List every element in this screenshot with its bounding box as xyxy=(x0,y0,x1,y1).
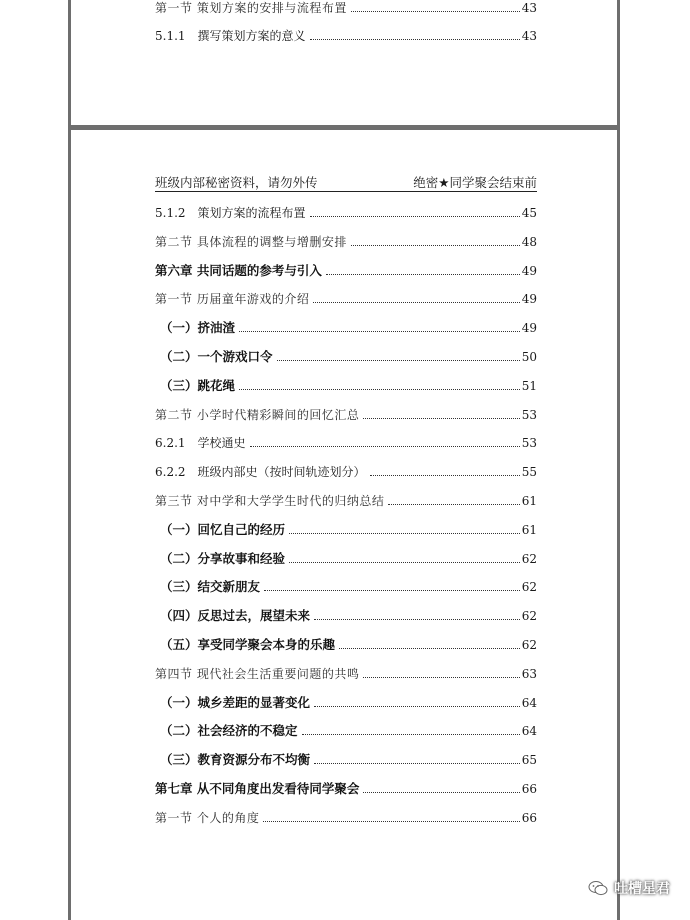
dot-leader xyxy=(239,389,520,390)
toc-entry-page: 62 xyxy=(521,580,537,595)
toc-entry-page: 62 xyxy=(521,609,537,624)
toc-entry-label: （二）分享故事和经验 xyxy=(160,550,286,566)
toc-entry xyxy=(155,458,537,480)
dot-leader xyxy=(363,792,519,793)
toc-entry-label: （三）教育资源分布不均衡 xyxy=(160,752,311,768)
toc-entry-page: 64 xyxy=(521,724,537,739)
toc-entry xyxy=(155,545,537,567)
toc-entry-number: 5.1.2 xyxy=(155,206,186,220)
previous-page xyxy=(68,0,620,128)
header-right-text: 绝密★同学聚会结束前 xyxy=(413,175,537,190)
toc-entry xyxy=(155,199,537,221)
toc-entry-label xyxy=(155,464,368,480)
dot-leader xyxy=(388,504,519,505)
toc-entry-page: 49 xyxy=(521,263,537,278)
toc-entry xyxy=(155,314,537,336)
toc-entry-label: （一）回忆自己的经历 xyxy=(160,521,286,537)
toc-entry-page: 43 xyxy=(521,1,537,15)
toc-entry-page: 50 xyxy=(521,350,537,364)
toc-entry-text: 学校通史 xyxy=(197,436,246,451)
toc-entry-page: 53 xyxy=(521,436,537,451)
toc-entry-text: 策划方案的流程布置 xyxy=(197,206,306,220)
toc-entry-page: 45 xyxy=(521,206,537,220)
toc-entry-label xyxy=(155,28,308,44)
toc-entry-label: 第四节 现代社会生活重要问题的共鸣 xyxy=(155,666,360,681)
toc-entry-text: 撰写策划方案的意义 xyxy=(197,29,306,43)
toc-entry-page: 61 xyxy=(521,522,537,537)
toc-entry xyxy=(155,775,537,797)
toc-entry-label: （四）反思过去，展望未来 xyxy=(160,608,311,624)
toc-entry-page: 64 xyxy=(521,695,537,710)
toc-entry xyxy=(155,401,537,423)
toc-entry xyxy=(155,228,537,250)
toc-entry-page: 43 xyxy=(521,29,537,43)
dot-leader xyxy=(314,706,520,707)
toc-entry-page: 62 xyxy=(521,551,537,566)
toc-entry-label: （二）社会经济的不稳定 xyxy=(160,723,298,739)
toc-entry-label xyxy=(155,435,248,451)
toc-entry xyxy=(155,516,537,538)
toc-entry-page: 53 xyxy=(521,407,537,422)
toc-entry-page: 66 xyxy=(521,782,537,796)
dot-leader xyxy=(239,331,520,332)
toc-entry-label: 第一节 历届童年游戏的介绍 xyxy=(155,292,310,307)
toc-entry xyxy=(155,717,537,739)
toc-entry xyxy=(155,689,537,711)
header-left-text: 班级内部秘密资料，请勿外传 xyxy=(155,175,318,190)
dot-leader xyxy=(302,734,520,735)
toc-entry-label: 第一节 个人的角度 xyxy=(155,810,260,825)
dot-leader xyxy=(264,590,520,591)
toc-entry-label: 第一节 策划方案的安排与流程布置 xyxy=(155,1,347,15)
toc-entry xyxy=(155,602,537,624)
toc-entry-label: 第二节 具体流程的调整与增删安排 xyxy=(155,234,347,249)
dot-leader xyxy=(277,360,520,361)
toc-entry-page: 63 xyxy=(521,666,537,681)
toc-entry-label: （一）城乡差距的显著变化 xyxy=(160,694,311,710)
dot-leader xyxy=(363,677,519,678)
toc-entry-label: 第二节 小学时代精彩瞬间的回忆汇总 xyxy=(155,407,360,422)
toc-entry-page: 65 xyxy=(521,753,537,768)
watermark xyxy=(588,878,670,898)
dot-leader xyxy=(313,302,519,303)
dot-leader xyxy=(326,274,520,275)
toc-entry-page: 48 xyxy=(521,234,537,249)
toc-entry-label: （二）一个游戏口令 xyxy=(160,349,273,364)
toc-entry xyxy=(155,343,537,365)
dot-leader xyxy=(314,763,520,764)
toc-entry-label: （三）跳花绳 xyxy=(160,377,236,393)
dot-leader xyxy=(339,648,520,649)
watermark-text: 吐槽星君 xyxy=(614,881,670,897)
toc-entry xyxy=(155,0,537,16)
dot-leader xyxy=(250,446,520,447)
toc-entry xyxy=(155,631,537,653)
toc-entry-label xyxy=(155,205,308,221)
toc-entry xyxy=(155,487,537,509)
toc-entry-number: 6.2.1 xyxy=(155,436,186,451)
toc-entry xyxy=(155,804,537,826)
toc-entry xyxy=(155,372,537,394)
toc-entry xyxy=(155,22,537,44)
toc-entry-page: 61 xyxy=(521,494,537,508)
toc-entry-page: 66 xyxy=(521,810,537,825)
dot-leader xyxy=(289,533,520,534)
dot-leader xyxy=(370,475,520,476)
toc-entry xyxy=(155,660,537,682)
toc-entry-label: 第三节 对中学和大学学生时代的归纳总结 xyxy=(155,494,385,508)
page-header xyxy=(155,171,537,192)
wechat-icon xyxy=(588,880,608,896)
toc-entry-label: （三）结交新朋友 xyxy=(160,579,261,595)
toc-entry xyxy=(155,285,537,307)
toc-entry-page: 51 xyxy=(521,378,537,393)
toc-entry-page: 49 xyxy=(521,292,537,307)
toc-entry-label: 第六章 共同话题的参考与引入 xyxy=(155,262,322,278)
toc-entry xyxy=(155,257,537,279)
toc-entry-label: （五）享受同学聚会本身的乐趣 xyxy=(160,637,336,652)
toc-entry xyxy=(155,429,537,451)
dot-leader xyxy=(351,245,520,246)
dot-leader xyxy=(363,418,519,419)
dot-leader xyxy=(289,562,520,563)
toc-entry-page: 55 xyxy=(521,465,537,480)
toc-entry-page: 49 xyxy=(521,321,537,336)
toc-entry-number: 6.2.2 xyxy=(155,465,186,480)
dot-leader xyxy=(310,216,520,217)
toc-entry xyxy=(155,573,537,595)
toc-entry-page: 62 xyxy=(521,638,537,652)
toc-entry-label: （一）挤油渣 xyxy=(160,320,236,336)
toc-entry-text: 班级内部史（按时间轨迹划分） xyxy=(197,465,366,480)
toc-entry xyxy=(155,746,537,768)
dot-leader xyxy=(351,11,520,12)
dot-leader xyxy=(314,619,520,620)
dot-leader xyxy=(310,39,520,40)
toc-entry-label: 第七章 从不同角度出发看待同学聚会 xyxy=(155,781,360,796)
dot-leader xyxy=(263,821,519,822)
toc-entry-number: 5.1.1 xyxy=(155,29,186,43)
